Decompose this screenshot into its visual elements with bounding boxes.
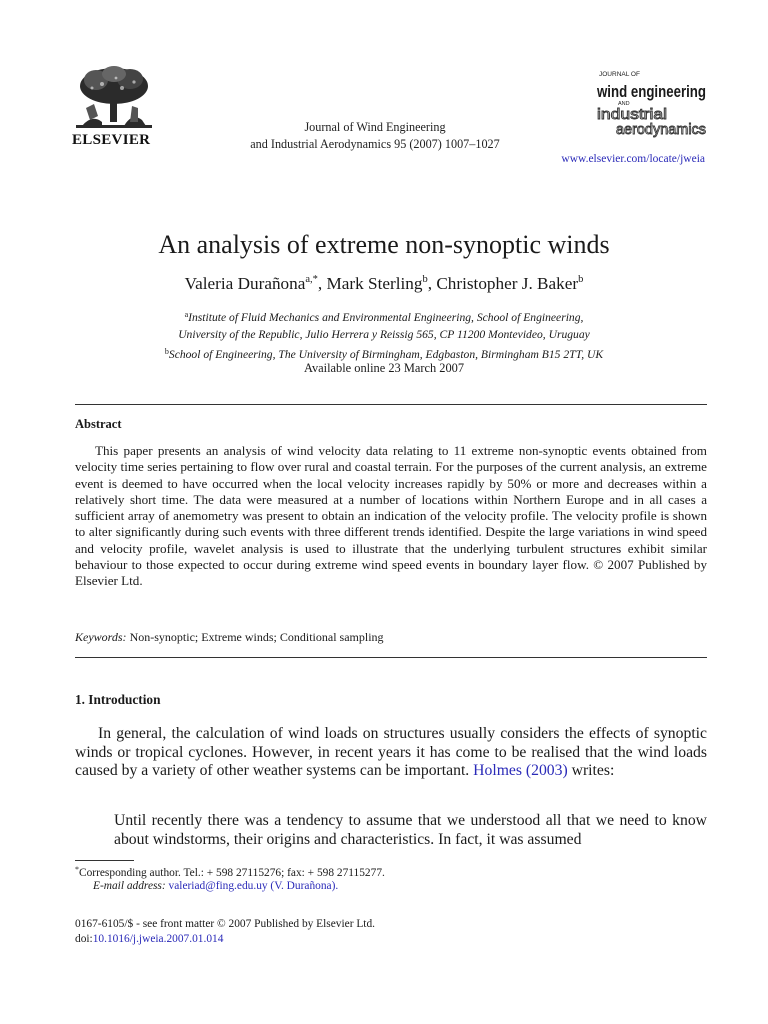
logo-line-aerodynamics: aerodynamics <box>616 121 706 138</box>
abstract-text: This paper presents an analysis of wind velocity data relating to 11 extreme non-synoptic events obtained from velocity time series pertaining to flow over rural and coastal terrain. For the purposes of the current analysis, an extreme event is deemed to have occurred when the local velocity increases rapidly by 50% or more and decreases within a relatively short time. The data were measured at a number of locations within Northern Europe and in all cases a sufficient array of anemometry was present to obtain an indication of the velocity profile. The velocity profile is shown to alter significantly during such events with three different trends identified. Despite the large variations in wind speed and velocity profile, wavelet analysis is used to illustrate that the underlying turbulent structures exhibit similar behaviour to those expected to occur during extreme wind speed events in boundary layer flow. <box>75 443 707 573</box>
doi-label: doi: <box>75 933 93 945</box>
logo-line-journal-of: JOURNAL OF <box>599 71 640 78</box>
abstract-heading: Abstract <box>75 417 122 431</box>
abstract-top-rule <box>75 404 707 405</box>
citation-link[interactable]: Holmes (2003) <box>473 762 568 780</box>
logo-line-and: AND <box>618 101 630 107</box>
author-affiliation-mark[interactable]: b <box>422 274 428 285</box>
author-affiliation-mark[interactable]: a,* <box>305 274 318 285</box>
affiliations <box>0 306 768 363</box>
abstract-copyright: © 2007 Published by Elsevier Ltd. <box>75 557 708 589</box>
affiliation-a-line1: Institute of Fluid Mechanics and Environmental Engineering, School of Engineering, <box>188 311 584 324</box>
footnote-corresponding-author <box>75 865 707 879</box>
logo-line-industrial: industrial <box>597 106 667 123</box>
footnote-email <box>93 880 725 892</box>
keywords-list: Non-synoptic; Extreme winds; Conditional sampling <box>129 630 384 644</box>
author-name: Christopher J. Baker <box>436 274 579 293</box>
keywords <box>75 630 707 645</box>
author-list <box>0 274 768 294</box>
journal-name-line2: and Industrial Aerodynamics 95 (2007) 1007–1027 <box>250 137 500 151</box>
publisher-name: ELSEVIER <box>72 132 151 148</box>
corresponding-text: Corresponding author. Tel.: + 598 27115276; fax: + 598 27115277. <box>79 867 385 879</box>
footnote-rule <box>75 860 134 861</box>
affiliation-a-line2: University of the Republic, Julio Herrera y Reissig 565, CP 11200 Montevideo, Uruguay <box>178 328 590 341</box>
affiliation-mark-a: a <box>184 310 189 319</box>
issn-line: 0167-6105/$ - see front matter © 2007 Published by Elsevier Ltd. <box>75 918 376 930</box>
logo-line-wind-engineering: wind engineering <box>596 83 706 101</box>
journal-citation <box>190 119 560 153</box>
doi-link[interactable]: 10.1016/j.jweia.2007.01.014 <box>92 933 224 945</box>
intro-paragraph <box>75 725 707 781</box>
front-matter-info <box>75 917 375 947</box>
corresponding-mark: * <box>75 865 79 874</box>
journal-name-line1: Journal of Wind Engineering <box>304 120 446 134</box>
journal-url-link[interactable]: www.elsevier.com/locate/jweia <box>561 153 705 165</box>
author-separator: , <box>427 274 437 293</box>
email-link[interactable]: valeriad@fing.edu.uy (V. Durañona). <box>168 880 339 892</box>
abstract-bottom-rule <box>75 657 707 658</box>
author-name: Mark Sterling <box>326 274 423 293</box>
affiliation-mark-b: b <box>164 347 169 356</box>
section-heading-introduction: 1. Introduction <box>75 692 161 707</box>
intro-tail: writes: <box>571 762 615 780</box>
availability-date: Available online 23 March 2007 <box>303 361 465 375</box>
abstract-body <box>75 443 707 590</box>
author-affiliation-mark[interactable]: b <box>578 274 584 285</box>
email-label: E-mail address: <box>93 880 166 892</box>
intro-text: In general, the calculation of wind loads on structures usually considers the effects of synoptic winds or tropical cyclones. However, in recent years it has come to be realised that the wind loads caused by a variety of other weather systems can be important. <box>75 725 707 780</box>
author-separator: , <box>317 274 327 293</box>
article-title: An analysis of extreme non-synoptic winds <box>158 230 610 259</box>
block-quote: Until recently there was a tendency to assume that we understood all that we need to know about windstorms, their origins and characteristics. In fact, it was assumed <box>114 812 707 848</box>
author-name: Valeria Durañona <box>184 274 306 293</box>
affiliation-b-line: School of Engineering, The University of Birmingham, Edgbaston, Birmingham B15 2TT, UK <box>168 348 604 361</box>
journal-logo <box>596 66 708 136</box>
keywords-label: Keywords: <box>75 630 127 644</box>
